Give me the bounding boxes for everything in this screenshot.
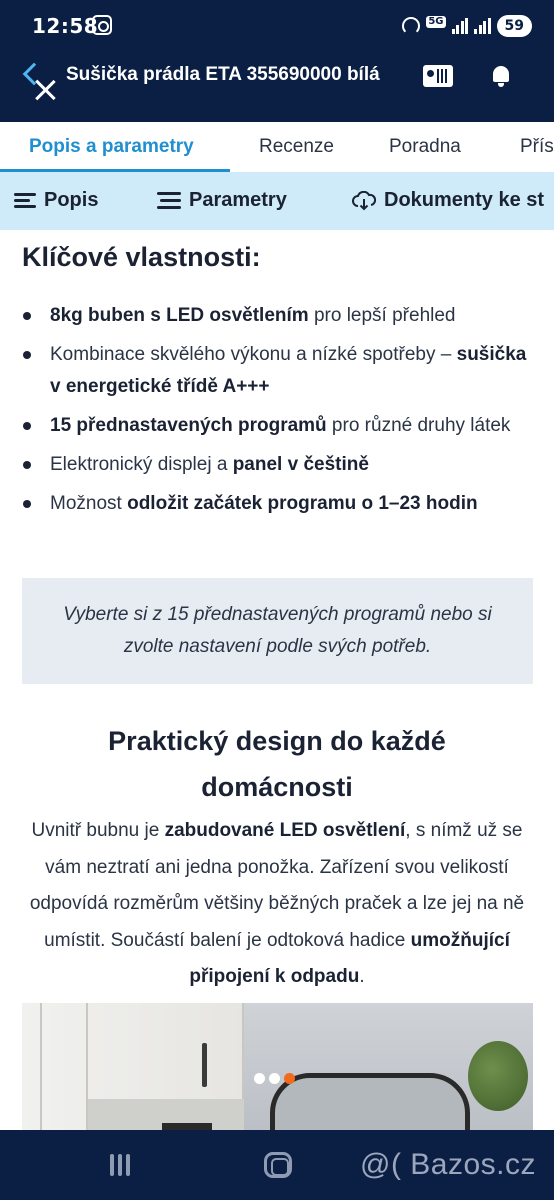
feature-item: 15 přednastavených programů pro různé druhy látek — [22, 410, 542, 442]
tab-description-parameters[interactable]: Popis a parametry — [29, 136, 194, 157]
tab-advice[interactable]: Poradna — [389, 136, 461, 157]
subtab-documents-label: Dokumenty ke st — [384, 189, 545, 211]
design-paragraph: Uvnitř bubnu je zabudované LED osvětlení, s nímž už se vám neztratí ani jedna ponožka. Zařízení svou velikostí odpovídá rozměrům většiny běžných praček a lze jej na ně umístit. Součástí balení je odtoková hadice umožňující připojení k odpadu. — [29, 820, 525, 987]
page-title: Sušička prádla ETA 355690000 bílá — [66, 64, 380, 85]
feature-item: Možnost odložit začátek programu o 1–23 hodin — [22, 488, 542, 520]
section-nav — [0, 172, 554, 230]
battery-icon: 59 — [497, 15, 532, 37]
subtab-parameters-label: Parametry — [189, 189, 287, 211]
features-heading: Klíčové vlastnosti: — [22, 242, 261, 272]
carousel-dot[interactable] — [254, 1073, 265, 1084]
signal-icon — [452, 18, 469, 34]
carousel-indicators[interactable] — [254, 1073, 295, 1084]
feature-item: 8kg buben s LED osvětlením pro lepší přehled — [22, 300, 542, 332]
status-indicators — [402, 14, 532, 38]
network-badge: 5G — [428, 16, 444, 27]
feature-item: Kombinace skvělého výkonu a nízké spotřeby – sušička v energetické třídě A+++ — [22, 339, 542, 403]
carousel-dot[interactable] — [269, 1073, 280, 1084]
close-icon[interactable] — [34, 79, 56, 101]
feature-item: Elektronický displej a panel v češtině — [22, 449, 542, 481]
highlight-text: Vyberte si z 15 přednastavených programů nebo si zvolte nastavení podle svých potřeb. — [63, 604, 492, 657]
system-nav-bar — [0, 1130, 554, 1200]
carousel-dot-active[interactable] — [284, 1073, 295, 1084]
signal-icon-2 — [474, 18, 491, 34]
cloud-download-icon — [352, 191, 376, 211]
hotspot-icon — [402, 17, 420, 35]
status-bar — [0, 0, 554, 52]
recents-icon[interactable] — [110, 1154, 130, 1176]
tab-accessories[interactable]: Přís — [520, 136, 554, 157]
app-header — [0, 52, 554, 122]
barcode-icon[interactable] — [423, 65, 453, 87]
menu-icon — [14, 193, 36, 209]
design-heading: Praktický design do každé domácnosti — [108, 726, 446, 802]
status-time: 12:58 — [32, 14, 99, 38]
watermark: @( Bazos.cz — [360, 1148, 536, 1181]
subtab-description[interactable] — [14, 189, 98, 212]
features-list — [22, 300, 542, 527]
home-icon[interactable] — [264, 1152, 292, 1178]
list-icon — [157, 192, 181, 210]
tab-reviews[interactable]: Recenze — [259, 136, 334, 157]
subtab-documents[interactable] — [352, 189, 544, 212]
subtab-description-label: Popis — [44, 189, 99, 211]
highlight-box — [22, 578, 533, 684]
subtab-parameters[interactable] — [157, 189, 287, 212]
tab-bar — [0, 122, 554, 172]
notification-icon — [92, 15, 112, 35]
bell-icon[interactable] — [491, 64, 511, 88]
